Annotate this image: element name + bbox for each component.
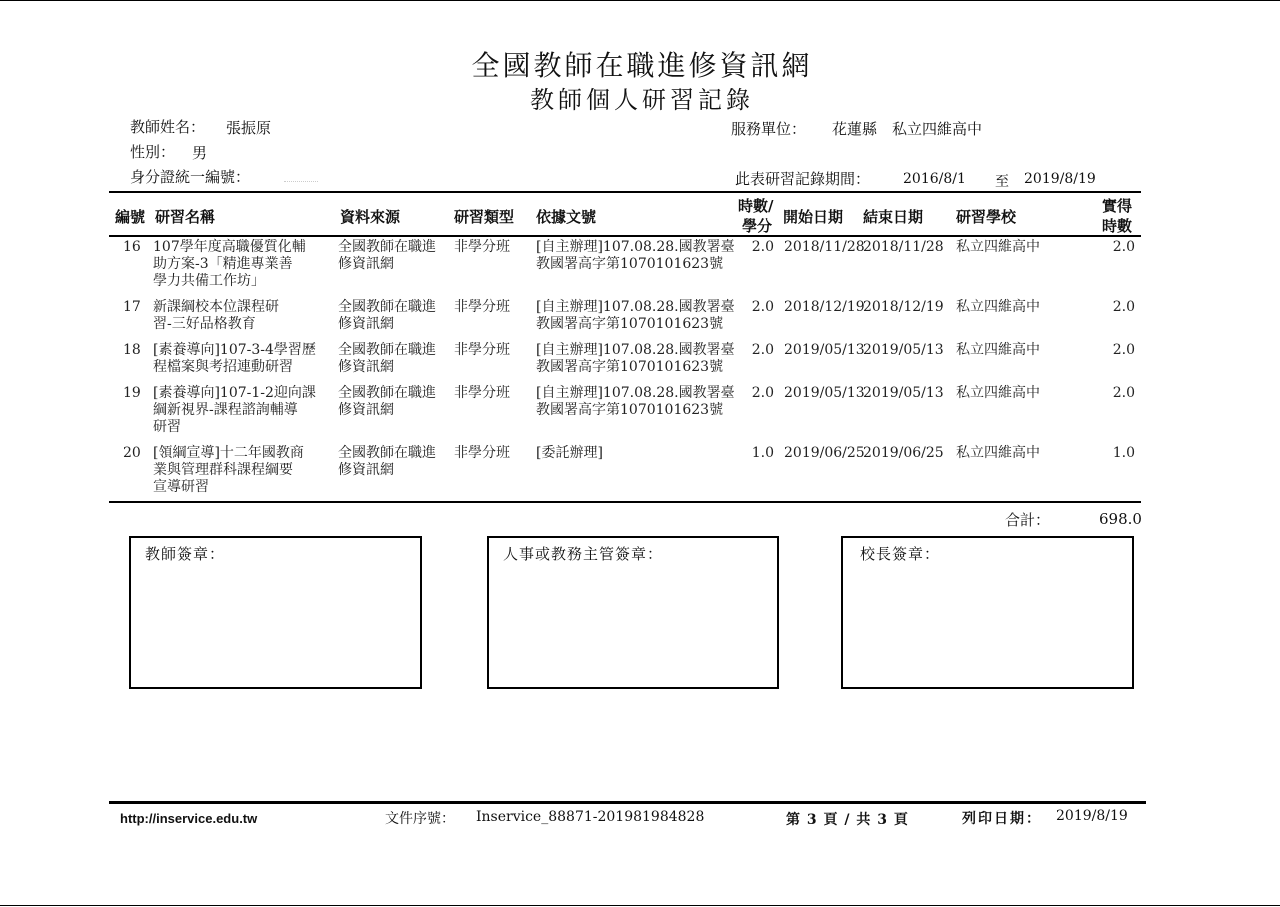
row-end-date: 2019/06/25 bbox=[863, 445, 944, 461]
row-earned-hours: 2.0 bbox=[1112, 342, 1135, 358]
row-source-line: 修資訊網 bbox=[338, 402, 394, 418]
row-school: 私立四維高中 bbox=[956, 445, 1040, 461]
row-hours: 2.0 bbox=[751, 299, 774, 315]
row-start-date: 2019/06/25 bbox=[784, 445, 865, 461]
col-header-type: 研習類型 bbox=[454, 208, 515, 226]
row-reference-line: [委託辦理] bbox=[536, 445, 603, 461]
row-school: 私立四維高中 bbox=[956, 342, 1040, 358]
row-name-line: 宣導研習 bbox=[153, 479, 209, 495]
id-number-redacted bbox=[284, 181, 318, 182]
row-type: 非學分班 bbox=[454, 299, 510, 315]
row-earned-hours: 2.0 bbox=[1112, 299, 1135, 315]
principal-signature-label: 校長簽章： bbox=[860, 545, 941, 563]
row-start-date: 2018/11/28 bbox=[784, 239, 865, 255]
row-source-line: 全國教師在職進 bbox=[338, 299, 436, 315]
row-no: 19 bbox=[123, 385, 141, 401]
row-source-line: 修資訊網 bbox=[338, 316, 394, 332]
hr-signature-box bbox=[487, 536, 779, 689]
col-header-earned-line2: 時數 bbox=[1102, 217, 1133, 235]
footer-url[interactable]: http://inservice.edu.tw bbox=[120, 811, 258, 826]
page-indicator: 第 3 頁 / 共 3 頁 bbox=[786, 812, 909, 828]
row-school: 私立四維高中 bbox=[956, 239, 1040, 255]
row-no: 16 bbox=[123, 239, 141, 255]
row-name-line: 程檔案與考招連動研習 bbox=[153, 359, 293, 375]
page-subtitle: 教師個人研習記錄 bbox=[530, 86, 754, 114]
row-end-date: 2018/12/19 bbox=[863, 299, 944, 315]
row-type: 非學分班 bbox=[454, 385, 510, 401]
col-header-source: 資料來源 bbox=[340, 208, 401, 226]
row-name-line: [素養導向]107-1-2迎向課 bbox=[153, 385, 316, 401]
row-hours: 2.0 bbox=[751, 239, 774, 255]
row-no: 17 bbox=[123, 299, 141, 315]
row-name-line: 習-三好品格教育 bbox=[153, 316, 256, 332]
row-earned-hours: 1.0 bbox=[1112, 445, 1135, 461]
record-period-to: 至 bbox=[995, 174, 1009, 190]
col-header-hours-line2: 學分 bbox=[742, 217, 773, 235]
page-bottom-border bbox=[0, 905, 1280, 906]
row-hours: 2.0 bbox=[751, 385, 774, 401]
row-earned-hours: 2.0 bbox=[1112, 385, 1135, 401]
gender-value: 男 bbox=[192, 144, 208, 162]
row-source-line: 修資訊網 bbox=[338, 256, 394, 272]
row-name-line: 業與管理群科課程綱要 bbox=[153, 462, 293, 478]
col-header-start-date: 開始日期 bbox=[783, 208, 844, 226]
row-source-line: 全國教師在職進 bbox=[338, 342, 436, 358]
row-source-line: 修資訊網 bbox=[338, 462, 394, 478]
row-school: 私立四維高中 bbox=[956, 299, 1040, 315]
row-start-date: 2018/12/19 bbox=[784, 299, 865, 315]
id-number-label: 身分證統一編號： bbox=[130, 168, 251, 186]
row-end-date: 2019/05/13 bbox=[863, 385, 944, 401]
row-name-line: 助方案-3「精進專業善 bbox=[153, 256, 293, 272]
teacher-signature-box bbox=[129, 536, 422, 689]
footer-rule bbox=[109, 801, 1146, 804]
row-name-line: 學力共備工作坊」 bbox=[153, 273, 265, 289]
col-header-end-date: 結束日期 bbox=[863, 208, 924, 226]
row-source-line: 全國教師在職進 bbox=[338, 445, 436, 461]
table-header-rule bbox=[109, 235, 1141, 237]
principal-signature-box bbox=[841, 536, 1134, 689]
print-date: 2019/8/19 bbox=[1056, 808, 1128, 824]
col-header-school: 研習學校 bbox=[956, 208, 1017, 226]
row-name-line: 107學年度高職優質化輔 bbox=[153, 239, 306, 255]
hr-signature-label: 人事或教務主管簽章： bbox=[503, 545, 664, 563]
row-name-line: 新課綱校本位課程研 bbox=[153, 299, 279, 315]
row-end-date: 2019/05/13 bbox=[863, 342, 944, 358]
row-reference-line: [自主辦理]107.08.28.國教署臺 bbox=[536, 299, 735, 315]
row-name-line: [素養導向]107-3-4學習歷 bbox=[153, 342, 316, 358]
teacher-name: 張振原 bbox=[226, 119, 272, 137]
row-start-date: 2019/05/13 bbox=[784, 385, 865, 401]
row-name-line: 研習 bbox=[153, 419, 181, 435]
col-header-no: 編號 bbox=[115, 208, 146, 226]
record-period-start: 2016/8/1 bbox=[903, 171, 966, 187]
row-reference-line: 教國署高字第1070101623號 bbox=[536, 402, 724, 418]
col-header-reference: 依據文號 bbox=[536, 208, 597, 226]
row-no: 18 bbox=[123, 342, 141, 358]
row-source-line: 全國教師在職進 bbox=[338, 385, 436, 401]
col-header-earned-line1: 實得 bbox=[1102, 197, 1133, 215]
row-name-line: [領綱宣導]十二年國教商 bbox=[153, 445, 304, 461]
row-hours: 1.0 bbox=[751, 445, 774, 461]
row-school: 私立四維高中 bbox=[956, 385, 1040, 401]
row-start-date: 2019/05/13 bbox=[784, 342, 865, 358]
record-period-end: 2019/8/19 bbox=[1024, 171, 1096, 187]
total-label: 合計： bbox=[1005, 511, 1051, 529]
row-reference-line: [自主辦理]107.08.28.國教署臺 bbox=[536, 385, 735, 401]
row-source-line: 修資訊網 bbox=[338, 359, 394, 375]
row-type: 非學分班 bbox=[454, 342, 510, 358]
page-title: 全國教師在職進修資訊網 bbox=[471, 49, 813, 82]
record-period-label: 此表研習記錄期間： bbox=[735, 170, 871, 188]
row-name-line: 綱新視界-課程諮詢輔導 bbox=[153, 402, 298, 418]
row-reference-line: 教國署高字第1070101623號 bbox=[536, 316, 724, 332]
table-bottom-rule bbox=[109, 501, 1141, 503]
row-end-date: 2018/11/28 bbox=[863, 239, 944, 255]
row-no: 20 bbox=[123, 445, 141, 461]
row-reference-line: 教國署高字第1070101623號 bbox=[536, 256, 724, 272]
col-header-name: 研習名稱 bbox=[155, 208, 216, 226]
row-type: 非學分班 bbox=[454, 445, 510, 461]
teacher-name-label: 教師姓名： bbox=[130, 118, 206, 136]
page-top-border bbox=[0, 0, 1280, 1]
row-hours: 2.0 bbox=[751, 342, 774, 358]
teacher-signature-label: 教師簽章： bbox=[145, 545, 226, 563]
row-type: 非學分班 bbox=[454, 239, 510, 255]
print-date-label: 列印日期： bbox=[962, 811, 1042, 827]
total-hours: 698.0 bbox=[1099, 510, 1142, 528]
gender-label: 性別： bbox=[130, 143, 176, 161]
col-header-hours-line1: 時數/ bbox=[738, 197, 774, 215]
service-unit: 花蓮縣 私立四維高中 bbox=[832, 120, 983, 138]
table-top-rule bbox=[109, 191, 1141, 193]
row-reference-line: [自主辦理]107.08.28.國教署臺 bbox=[536, 239, 735, 255]
row-reference-line: 教國署高字第1070101623號 bbox=[536, 359, 724, 375]
row-earned-hours: 2.0 bbox=[1112, 239, 1135, 255]
service-unit-label: 服務單位： bbox=[731, 120, 807, 138]
doc-number: Inservice_88871-201981984828 bbox=[476, 809, 705, 825]
row-reference-line: [自主辦理]107.08.28.國教署臺 bbox=[536, 342, 735, 358]
doc-number-label: 文件序號： bbox=[385, 811, 455, 827]
row-source-line: 全國教師在職進 bbox=[338, 239, 436, 255]
